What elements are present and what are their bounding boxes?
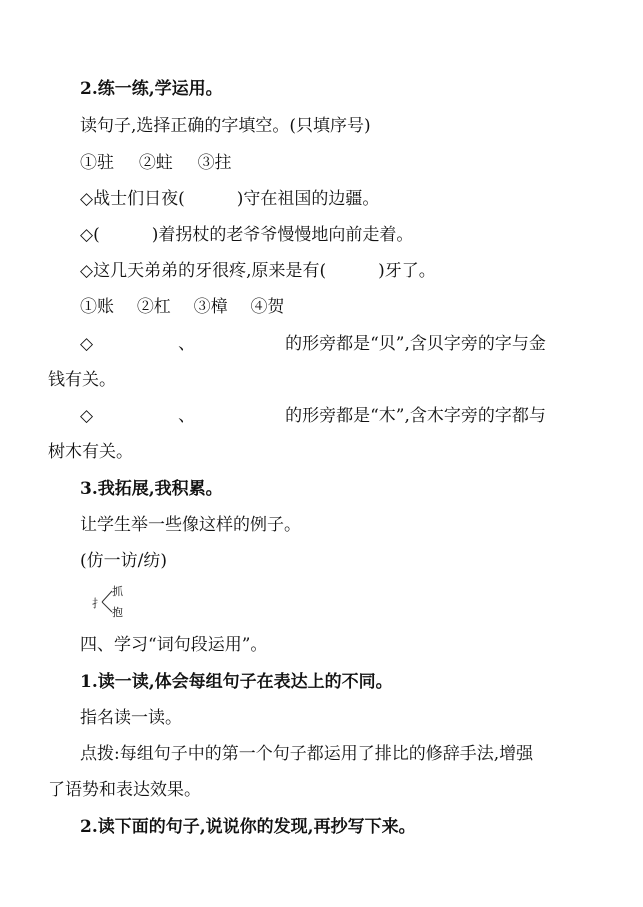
hint-line-1: 点拨:每组句子中的第一个句子都运用了排比的修辞手法,增强 xyxy=(80,744,534,764)
branch-bottom: 抱 xyxy=(112,606,123,619)
question-bei-line1: ◇ 、 的形旁都是“贝”,含贝字旁的字与金 xyxy=(80,334,546,354)
branch-root: 扌 xyxy=(92,597,103,610)
section-3-title: 3.我拓展,我积累。 xyxy=(80,479,223,499)
instruction-fill-blank: 读句子,选择正确的字填空。(只填序号) xyxy=(80,116,371,136)
branch-top: 抓 xyxy=(112,585,123,598)
option-3: ③拄 xyxy=(197,153,232,173)
sentence-1: ◇战士们日夜( )守在祖国的边疆。 xyxy=(80,189,380,209)
section-2-title: 2.练一练,学运用。 xyxy=(80,79,223,99)
section-4-item-1-note: 指名读一读。 xyxy=(80,708,182,728)
options-row-2: ①账 ②杠 ③樟 ④贺 xyxy=(80,297,285,317)
options-row-1 xyxy=(80,152,232,174)
section-3-instruction: 让学生举一些像这样的例子。 xyxy=(80,515,301,535)
section-4-heading: 四、学习“词句段运用”。 xyxy=(80,635,268,655)
question-mu-line2: 树木有关。 xyxy=(48,442,133,462)
example-text: (仿一访/纺) xyxy=(80,551,167,571)
section-4-item-1: 1.读一读,体会每组句子在表达上的不同。 xyxy=(80,672,393,692)
option-1: ①驻 xyxy=(80,153,114,173)
sentence-2: ◇( )着拐杖的老爷爷慢慢地向前走着。 xyxy=(80,225,414,245)
branch-diagram xyxy=(92,582,152,622)
sentence-3: ◇这几天弟弟的牙很疼,原来是有( )牙了。 xyxy=(80,261,436,281)
question-mu-line1: ◇ 、 的形旁都是“木”,含木字旁的字都与 xyxy=(80,406,546,426)
question-bei-line2: 钱有关。 xyxy=(48,370,116,390)
hint-line-2: 了语势和表达效果。 xyxy=(48,780,201,800)
section-4-item-2: 2.读下面的句子,说说你的发现,再抄写下来。 xyxy=(80,817,416,837)
option-2: ②蛀 xyxy=(138,153,173,173)
